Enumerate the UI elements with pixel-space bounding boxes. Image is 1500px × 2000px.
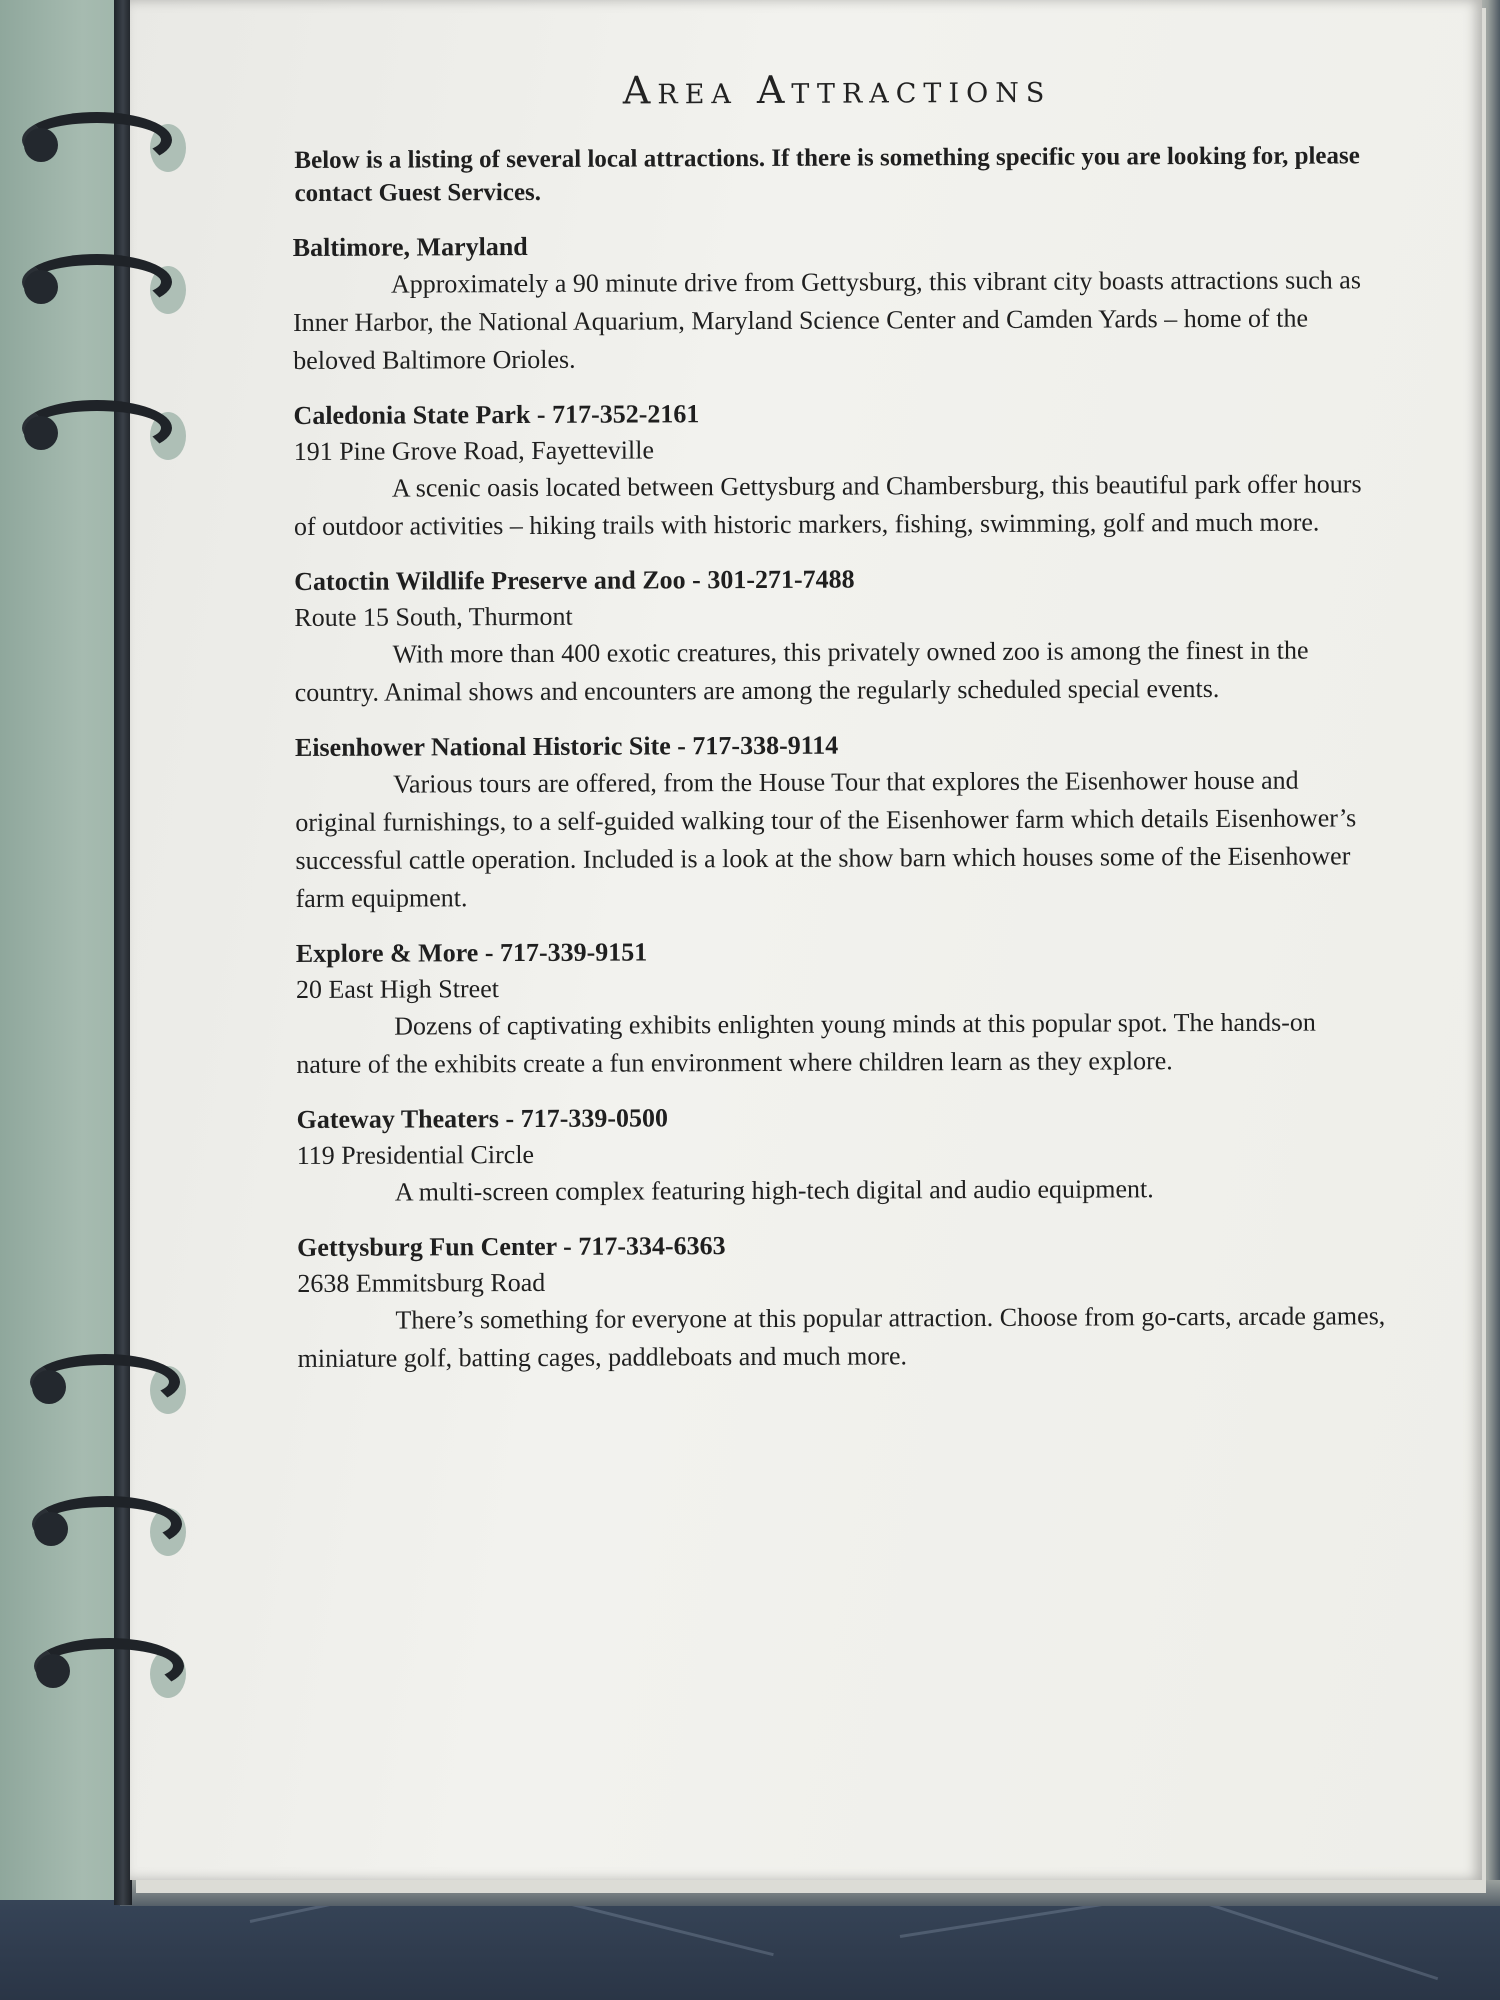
- attraction-heading: Explore & More - 717-339-9151: [295, 937, 648, 968]
- page-content: [292, 65, 1388, 1396]
- attraction-heading: Caledonia State Park - 717-352-2161: [293, 399, 700, 430]
- attraction-address: 2638 Emmitsburg Road: [297, 1267, 546, 1298]
- attraction-entry: [295, 725, 1386, 918]
- carpet-pattern-line: [560, 1900, 774, 1956]
- attraction-description: Various tours are offered, from the House Tour that explores the Eisenhower house and original furnishings, to a self-guided walking tour of the Eisenhower farm which details Eisenhower’s successful cattle operation. Included is a look at the show barn which houses some of the Eisenhower farm equipment.: [295, 765, 1357, 913]
- attraction-address: 191 Pine Grove Road, Fayetteville: [293, 435, 655, 466]
- attraction-entry: [296, 931, 1387, 1084]
- attraction-entry: [294, 559, 1385, 712]
- attraction-heading: Gettysburg Fun Center - 717-334-6363: [297, 1231, 726, 1262]
- attraction-heading: Gateway Theaters - 717-339-0500: [296, 1103, 669, 1134]
- intro-text: Below is a listing of several local attractions. If there is something specific you are looking for, please contact Guest Services.: [294, 142, 1360, 207]
- binder-ring-end: [36, 1654, 70, 1688]
- carpet-pattern-line: [1200, 1900, 1439, 1980]
- attraction-heading: Eisenhower National Historic Site - 717-338-9114: [294, 730, 839, 762]
- attraction-description: With more than 400 exotic creatures, this privately owned zoo is among the finest in the country. Animal shows and encounters are among the regularly scheduled special events.: [294, 635, 1309, 707]
- attraction-description: A multi-screen complex featuring high-tech digital and audio equipment.: [394, 1174, 1154, 1207]
- attraction-entry: [297, 1225, 1388, 1378]
- binder-ring-end: [24, 128, 58, 162]
- attraction-entry: [293, 393, 1384, 546]
- attraction-heading: Baltimore, Maryland: [292, 231, 528, 262]
- binder-ring-end: [24, 416, 58, 450]
- attraction-address: 20 East High Street: [295, 974, 499, 1004]
- attraction-entry: [297, 1097, 1387, 1212]
- attraction-entry: [293, 225, 1384, 380]
- binder-ring-end: [32, 1370, 66, 1404]
- binder-ring-end: [34, 1512, 68, 1546]
- attraction-description: There’s something for everyone at this popular attraction. Choose from go-carts, arcade games, miniature golf, batting cages, paddleboats and much more.: [297, 1301, 1386, 1373]
- binder-ring-end: [24, 270, 58, 304]
- attraction-description: Approximately a 90 minute drive from Gettysburg, this vibrant city boasts attractions such as Inner Harbor, the National Aquarium, Maryland Science Center and Camden Yards – home of the beloved Baltimore Orioles.: [293, 265, 1361, 375]
- attraction-description: Dozens of captivating exhibits enlighten young minds at this popular spot. The hands-on nature of the exhibits create a fun environment where children learn as they explore.: [296, 1007, 1316, 1079]
- attraction-address: Route 15 South, Thurmont: [294, 601, 573, 632]
- attraction-heading: Catoctin Wildlife Preserve and Zoo - 301-271-7488: [294, 564, 855, 596]
- page-title: Area Attractions: [622, 66, 1052, 113]
- attraction-description: A scenic oasis located between Gettysburg and Chambersburg, this beautiful park offer hours of outdoor activities – hiking trails with historic markers, fishing, swimming, golf and much more.: [293, 469, 1362, 541]
- attraction-address: 119 Presidential Circle: [296, 1139, 535, 1170]
